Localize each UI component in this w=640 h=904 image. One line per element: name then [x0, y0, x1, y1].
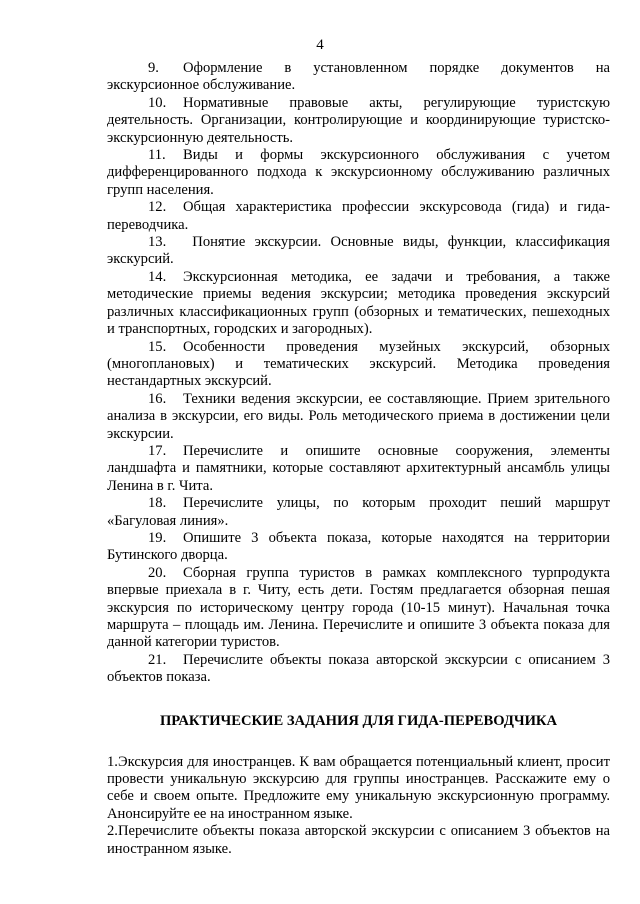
list-item	[107, 95, 610, 147]
list-item	[107, 754, 610, 824]
item-number: 20.	[148, 564, 167, 581]
item-text: Перечислите и опишите основные сооружения, элементы ландшафта и памятники, которые составляют архитектурный ансамбль улицы Ленина в г. Чита.	[107, 442, 610, 494]
list-item	[107, 565, 610, 652]
list-item	[107, 234, 610, 269]
item-text: Общая характеристика профессии экскурсовода (гида) и гида-переводчика.	[107, 199, 610, 233]
item-text: Опишите 3 объекта показа, которые находятся на территории Бутинского дворца.	[107, 529, 610, 564]
questions-list	[107, 60, 610, 687]
item-number: 11.	[148, 147, 166, 164]
item-text: Экскурсия для иностранцев. К вам обращается потенциальный клиент, просит провести уникальную экскурсию для группы иностранцев. Расскажите ему о себе и своем опыте. Предложите ему уникальную экскурсионную программу. Анонсируйте ее на иностранном языке.	[107, 753, 610, 822]
list-item	[107, 199, 610, 234]
item-number: 1.	[107, 753, 118, 770]
item-text: Сборная группа туристов в рамках комплексного турпродукта впервые приехала в г. Читу, есть дети. Гостям предлагается обзорная пешая экскурсия по историческому центру города (10-15 минут). Начальная точка маршрута – площадь им. Ленина. Перечислите и опишите 3 объекта показа для данной категории туристов.	[107, 564, 610, 651]
item-text: Техники ведения экскурсии, ее составляющие. Прием зрительного анализа в экскурсии, его виды. Роль методического приема в достижении цели экскурсии.	[107, 390, 610, 442]
page-number: 4	[316, 37, 324, 53]
practical-tasks-list	[107, 754, 610, 858]
item-number: 18.	[148, 495, 167, 512]
list-item	[107, 391, 610, 443]
list-item	[107, 147, 610, 199]
list-item	[107, 652, 610, 687]
list-item	[107, 269, 610, 339]
item-number: 10.	[148, 94, 167, 111]
list-item	[107, 339, 610, 391]
item-number: 16.	[148, 390, 167, 407]
item-number: 13.	[148, 234, 167, 251]
item-number: 19.	[148, 529, 167, 546]
list-item	[107, 823, 610, 858]
document-body	[107, 60, 610, 858]
item-text: Перечислите объекты показа авторской экскурсии с описанием 3 объектов показа.	[107, 651, 610, 686]
item-text: Виды и формы экскурсионного обслуживания с учетом дифференцированного подхода к экскурсионному обслуживанию различных групп населения.	[107, 147, 610, 198]
item-number: 17.	[148, 442, 167, 459]
item-text: Экскурсионная методика, ее задачи и требования, а также методические приемы ведения экскурсии; методика проведения экскурсий различных классификационных групп (обзорных и тематических, пешеходных и транспортных, городских и загородных).	[107, 268, 610, 338]
item-text: Оформление в установленном порядке документов на экскурсионное обслуживание.	[107, 60, 610, 94]
item-text: Особенности проведения музейных экскурсий, обзорных (многоплановых) и тематических экскурсий. Методика проведения нестандартных экскурсий.	[107, 338, 610, 390]
list-item	[107, 495, 610, 530]
item-text: Перечислите объекты показа авторской экскурсии с описанием 3 объектов на иностранном языке.	[107, 823, 610, 857]
list-item	[107, 443, 610, 495]
item-number: 2.	[107, 823, 118, 840]
item-text: Понятие экскурсии. Основные виды, функции, классификация экскурсий.	[107, 234, 610, 268]
item-number: 9.	[148, 60, 159, 76]
section-title: ПРАКТИЧЕСКИЕ ЗАДАНИЯ ДЛЯ ГИДА-ПЕРЕВОДЧИКА	[159, 712, 558, 729]
item-text: Нормативные правовые акты, регулирующие туристскую деятельность. Организации, контролирующие и координирующие туристско-экскурсионную деятельность.	[107, 94, 610, 146]
item-number: 15.	[148, 338, 167, 355]
item-text: Перечислите улицы, по которым проходит пеший маршрут «Багуловая линия».	[107, 495, 610, 529]
item-number: 14.	[148, 268, 167, 285]
list-item	[107, 530, 610, 565]
item-number: 12.	[148, 199, 167, 216]
list-item	[107, 60, 610, 95]
item-number: 21.	[148, 651, 167, 668]
